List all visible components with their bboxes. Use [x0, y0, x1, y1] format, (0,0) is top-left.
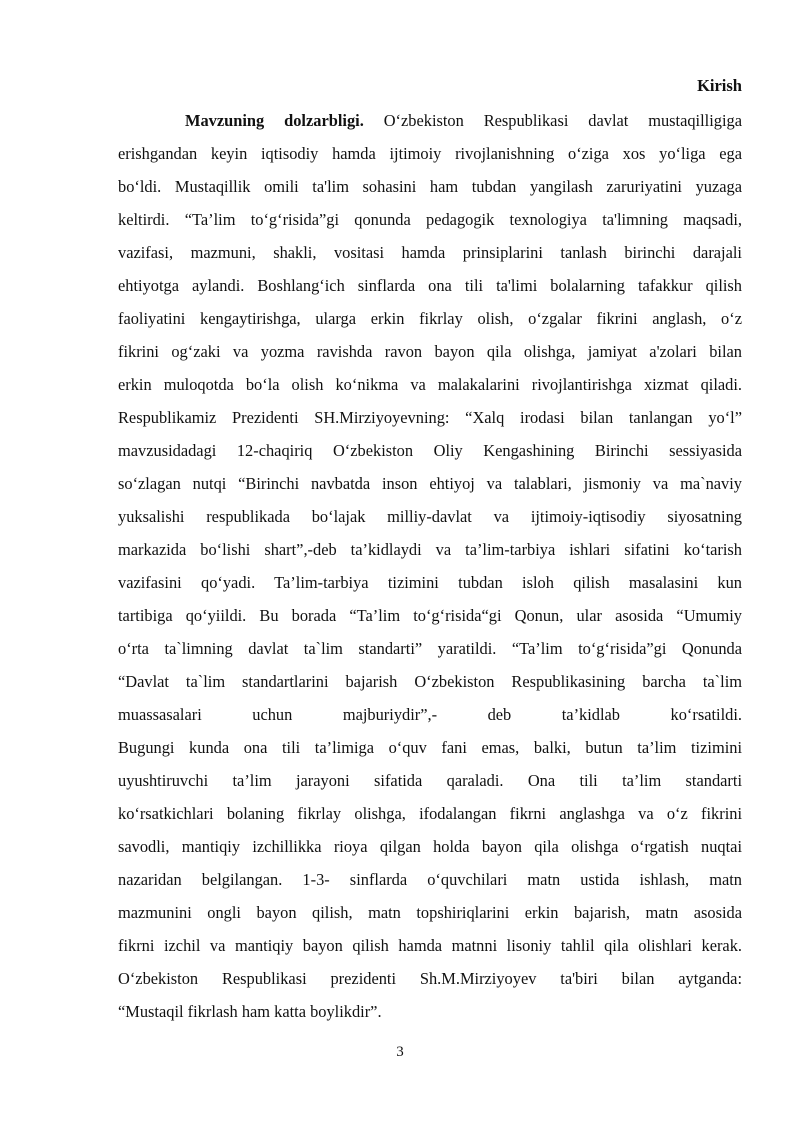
text-line: “Davlat ta`lim standartlarini bajarish O‘zbekiston Respublikasining barcha ta`lim — [118, 672, 742, 691]
text-line: nazaridan belgilangan. 1-3- sinflarda o‘quvchilari matn ustida ishlash, matn — [118, 870, 742, 889]
text-line: tartibiga qo‘yiildi. Bu borada “Ta’lim to‘g‘risida“gi Qonun, ular asosida “Umumiy — [118, 606, 742, 625]
text-line: mavzusidadagi 12-chaqiriq O‘zbekiston Oliy Kengashining Birinchi sessiyasida — [118, 441, 742, 460]
text-line: o‘rta ta`limning davlat ta`lim standarti” yaratildi. “Ta’lim to‘g‘risida”gi Qonunda — [118, 639, 742, 658]
text-line: uyushtiruvchi ta’lim jarayoni sifatida qaraladi. Ona tili ta’lim standarti — [118, 771, 742, 790]
bold-lead: Mavzuning dolzarbligi. — [185, 111, 364, 130]
text-line-last: “Mustaqil fikrlash ham katta boylikdir”. — [118, 1002, 382, 1021]
text-line: fikrni izchil va mantiqiy bayon qilish hamda matnni lisoniy tahlil qila olishlari kerak. — [118, 936, 742, 955]
text-line: bo‘ldi. Mustaqillik omili ta'lim sohasini ham tubdan yangilash zaruriyatini yuzaga — [118, 177, 742, 196]
text-line: so‘zlagan nutqi “Birinchi navbatda inson ehtiyoj va talablari, jismoniy va ma`naviy — [118, 474, 742, 493]
page-number: 3 — [396, 1044, 404, 1060]
text-line: erkin muloqotda bo‘la olish ko‘nikma va malakalarini rivojlantirishga xizmat qiladi. — [118, 375, 742, 394]
text-line: ko‘rsatkichlari bolaning fikrlay olishga, ifodalangan fikrni anglashga va o‘z fikrini — [118, 804, 742, 823]
text-line: vazifasini qo‘yadi. Ta’lim-tarbiya tizimini tubdan isloh qilish masalasini kun — [118, 573, 742, 592]
text-line: erishgandan keyin iqtisodiy hamda ijtimoiy rivojlanishning o‘ziga xos yo‘liga ega — [118, 144, 742, 163]
text-line: Bugungi kunda ona tili ta’limiga o‘quv fani emas, balki, butun ta’lim tizimini — [118, 738, 742, 757]
text-line: muassasalari uchun majburiydir”,- deb ta’kidlab ko‘rsatildi. — [118, 705, 742, 724]
text-line: savodli, mantiqiy izchillikka rioya qilgan holda bayon qila olishga o‘rgatish nuqtai — [118, 837, 742, 856]
section-heading: Kirish — [697, 76, 742, 95]
text-line: vazifasi, mazmuni, shakli, vositasi hamda prinsiplarini tanlash birinchi darajali — [118, 243, 742, 262]
text-line: mazmunini ongli bayon qilish, matn topshiriqlarini erkin bajarish, matn asosida — [118, 903, 742, 922]
text-line: Respublikamiz Prezidenti SH.Mirziyoyevning: “Xalq irodasi bilan tanlangan yo‘l” — [118, 408, 742, 427]
text-line: O‘zbekiston Respublikasi prezidenti Sh.M.Mirziyoyev ta'biri bilan aytganda: — [118, 969, 742, 988]
text-line: fikrini og‘zaki va yozma ravishda ravon bayon qila olishga, jamiyat a'zolari bilan — [118, 342, 742, 361]
text-line: keltirdi. “Ta’lim to‘g‘risida”gi qonunda pedagogik texnologiya ta'limning maqsadi, — [118, 210, 742, 229]
text-line: yuksalishi respublikada bo‘lajak milliy-davlat va ijtimoiy-iqtisodiy siyosatning — [118, 507, 742, 526]
first-line — [185, 104, 742, 137]
first-line-rest: O‘zbekiston Respublikasi davlat mustaqilligiga — [363, 111, 742, 130]
text-line: markazida bo‘lishi shart”,-deb ta’kidlaydi va ta’lim-tarbiya ishlari sifatini ko‘tarish — [118, 540, 742, 559]
text-line: faoliyatini kengaytirishga, ularga erkin fikrlay olish, o‘zgalar fikrini anglash, o‘z — [118, 309, 742, 328]
text-line: ehtiyotga aylandi. Boshlang‘ich sinflarda ona tili ta'limi bolalarning tafakkur qilish — [118, 276, 742, 295]
